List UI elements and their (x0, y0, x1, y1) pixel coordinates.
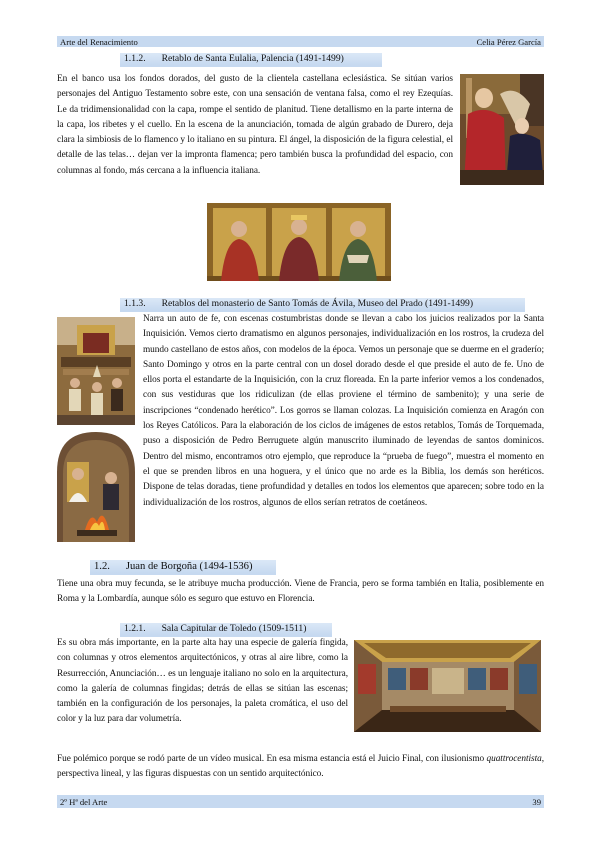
section-title: Sala Capitular de Toledo (1509-1511) (161, 623, 307, 634)
book-burning-painting (57, 432, 135, 542)
section-heading-juan-de-borgona (90, 560, 276, 575)
section-title: Retablo de Santa Eulalia, Palencia (1491-1499) (161, 53, 344, 64)
paragraph-santa-eulalia: En el banco usa los fondos dorados, del gusto de la clientela castellana eclesiástica. Se sitúan varios personajes del Antiguo Testamento sobre este, con una sensación de ventana falsa, como el rey Ezequías. Le da tridimensionalidad con la capa, rompe el sentido de planitud. Tiene detallismo en la parte interna de la capa, los ribetes y el cuello. En la escena de la anunciación, tomada de algún grabado de Durero, deja clara la simbiosis de lo flamenco y lo italiano en su pintura. El ángel, la disposición de la figura celestial, el detalle de las telas… dejan ver la impronta flamenca; pero también busca la profundidad del espacio, con columnas al fondo, más cercana a la influencia italiana. (57, 74, 453, 176)
paragraph-juicio-final (57, 752, 544, 783)
page-footer (57, 795, 544, 808)
paragraph-juan-de-borgona: Tiene una obra muy fecunda, se le atribuye mucha producción. Viene de Francia, pero se forma también en Italia, posiblemente en Roma y la Lombardía, aunque sólo es seguro que estuvo en Florencia. (57, 579, 544, 605)
section-number: 1.1.3. (124, 298, 146, 309)
section-title: Retablos del monasterio de Santo Tomás de Ávila, Museo del Prado (1491-1499) (161, 298, 474, 309)
section-number: 1.2. (94, 561, 110, 572)
section-heading-santa-eulalia (120, 53, 382, 67)
italic-term: quattrocentista (486, 754, 542, 764)
section-heading-santo-tomas (120, 298, 525, 312)
annunciation-painting (460, 74, 544, 185)
section-heading-sala-capitular (120, 623, 332, 637)
page-header (57, 36, 544, 47)
kings-triptych-painting (207, 203, 391, 281)
paragraph-santo-tomas: Narra un auto de fe, con escenas costumbristas donde se llevan a cabo los juicios realizados por la Santa Inquisición. Vemos cierto dramatismo en algunos personajes, individualización en los rostros, la crudeza del mundo castellano de estos años, con modelos de la época. Vemos un personaje que se duerme en el graderío; Santo Domingo y otros en la parte central con un dosel dorado desde el que preside el auto de fe. Uno de ellos porta el estandarte de la Inquisición, con la cruz floreada. En la parte inferior vemos a los condenados, con sus vestiduras que los ridiculizan (de ellas proviene el término de sambenito); y una serie de inscripciones “condenado herético”. Los gorros se llaman colozas. La Inquisición comienza en Aragón con los Reyes Católicos. Para la elaboración de los ciclos de imágenes de estos retablos, Tomás de Torquemada, puso a disposición de Pedro Berruguete algún manuscrito iluminado de leyendas de santos dominicos. Dentro del mismo, encontramos otro ejemplo, que reproduce la “prueba de fuego”, muestra el momento en el que se prenden libros en una hoguera, y el único que no arde es la Biblia, los demás son heréticos. Dispone de telas doradas, tiene profundidad y detalles en todos los elementos que aparecen; sobre todo en la individualización de los rostros, algunos de ellos serían retratos de coetáneos. (143, 314, 544, 508)
footer-course: 2º Hª del Arte (60, 796, 108, 807)
section-number: 1.2.1. (124, 623, 146, 634)
header-author: Celia Pérez García (476, 36, 541, 47)
paragraph-sala-capitular: Es su obra más importante, en la parte alta hay una especie de galería fingida, con columnas y otros elementos arquitectónicos, y otras al aire libre, como la Resurrección, Anunciación… es un lenguaje italiano no solo en la arquitectura, como la galería de columnas fingidas; detrás de ellas se sitúan las escenas; también en la configuración de los personajes, la paleta cromática, el uso del color y la luz para dar volumetría. (57, 638, 348, 725)
paragraph-text: Fue polémico porque se rodó parte de un vídeo musical. En esa misma estancia está el Juicio Final, con ilusionismo (57, 754, 487, 764)
paragraph-text: , perspectiva lineal, y las figuras dispuestas con un sentido arquitectónico. (57, 754, 544, 780)
section-title: Juan de Borgoña (1494-1536) (125, 561, 253, 572)
auto-de-fe-painting (57, 317, 135, 425)
section-number: 1.1.2. (124, 53, 146, 64)
page-number: 39 (532, 796, 541, 807)
sala-capitular-photo (354, 640, 541, 732)
header-title: Arte del Renacimiento (60, 36, 138, 47)
